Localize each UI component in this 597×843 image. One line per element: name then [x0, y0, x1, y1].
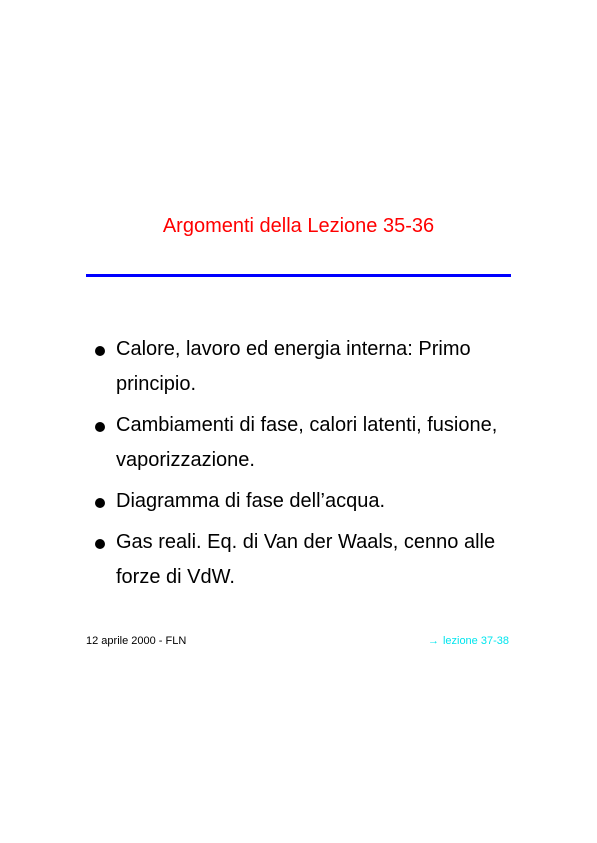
list-item-text: Diagramma di fase dell’acqua.	[116, 490, 386, 512]
list-item	[86, 408, 526, 478]
title-divider	[86, 274, 511, 277]
slide-title: Argomenti della Lezione 35-36	[162, 215, 435, 237]
next-lecture-link[interactable]	[428, 634, 509, 648]
bullet-icon	[95, 422, 105, 432]
list-item-text: Gas reali. Eq. di Van der Waals, cenno alle forze di VdW.	[116, 531, 496, 588]
list-item-text: Calore, lavoro ed energia interna: Primo principio.	[116, 338, 471, 395]
bullet-icon	[95, 346, 105, 356]
bullet-icon	[95, 498, 105, 508]
next-lecture-label: lezione 37-38	[442, 635, 509, 647]
right-arrow-icon: →	[427, 635, 439, 647]
list-item	[86, 525, 526, 595]
footer-date-author: 12 aprile 2000 - FLN	[86, 635, 187, 647]
bullet-icon	[95, 539, 105, 549]
list-item-text: Cambiamenti di fase, calori latenti, fusione, vaporizzazione.	[116, 414, 498, 471]
list-item	[86, 332, 526, 402]
list-item	[86, 484, 526, 519]
bullet-list	[86, 332, 526, 601]
